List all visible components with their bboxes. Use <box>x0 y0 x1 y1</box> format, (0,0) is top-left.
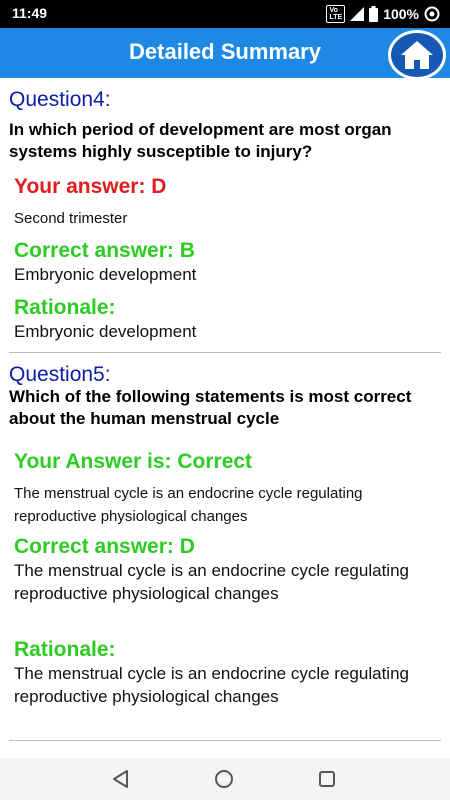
recents-square-icon[interactable] <box>316 768 338 790</box>
system-nav-bar <box>0 758 450 800</box>
correct-answer-label: Correct answer: B <box>14 239 195 262</box>
battery-icon <box>369 6 378 22</box>
divider <box>9 352 441 353</box>
page-title: Detailed Summary <box>129 39 321 64</box>
your-answer-label: Your answer: D <box>14 175 167 198</box>
status-time: 11:49 <box>12 5 48 21</box>
battery-percent: 100% <box>383 6 419 22</box>
summary-list[interactable] <box>0 78 450 758</box>
rationale-text: Embryonic development <box>14 322 197 341</box>
your-answer-text: Second trimester <box>14 210 128 227</box>
status-icons <box>326 4 440 24</box>
correct-answer-text: The menstrual cycle is an endocrine cycle regulating reproductive physiological changes <box>14 561 409 603</box>
signal-icon <box>350 7 364 21</box>
home-icon <box>400 40 434 70</box>
correct-answer-text: Embryonic development <box>14 265 197 284</box>
correct-answer-label: Correct answer: D <box>14 535 195 558</box>
divider <box>9 740 441 741</box>
rationale-text: The menstrual cycle is an endocrine cycle regulating reproductive physiological changes <box>14 664 409 706</box>
home-circle-icon[interactable] <box>213 768 235 790</box>
your-answer-text: The menstrual cycle is an endocrine cycle regulating reproductive physiological changes <box>14 485 363 525</box>
data-saver-icon <box>424 6 440 22</box>
rationale-label: Rationale: <box>14 296 116 319</box>
status-bar <box>0 0 450 28</box>
question-number: Question4: <box>9 88 111 111</box>
rationale-label: Rationale: <box>14 638 116 661</box>
question-text: Which of the following statements is most correct about the human menstrual cycle <box>9 387 412 428</box>
volte-icon: Vo LTE <box>326 5 345 23</box>
question-text: In which period of development are most organ systems highly susceptible to injury? <box>9 120 392 161</box>
home-button[interactable] <box>388 30 446 80</box>
your-answer-label: Your Answer is: Correct <box>14 450 253 473</box>
back-triangle-icon[interactable] <box>110 768 132 790</box>
question-number: Question5: <box>9 363 111 386</box>
app-bar <box>0 28 450 78</box>
